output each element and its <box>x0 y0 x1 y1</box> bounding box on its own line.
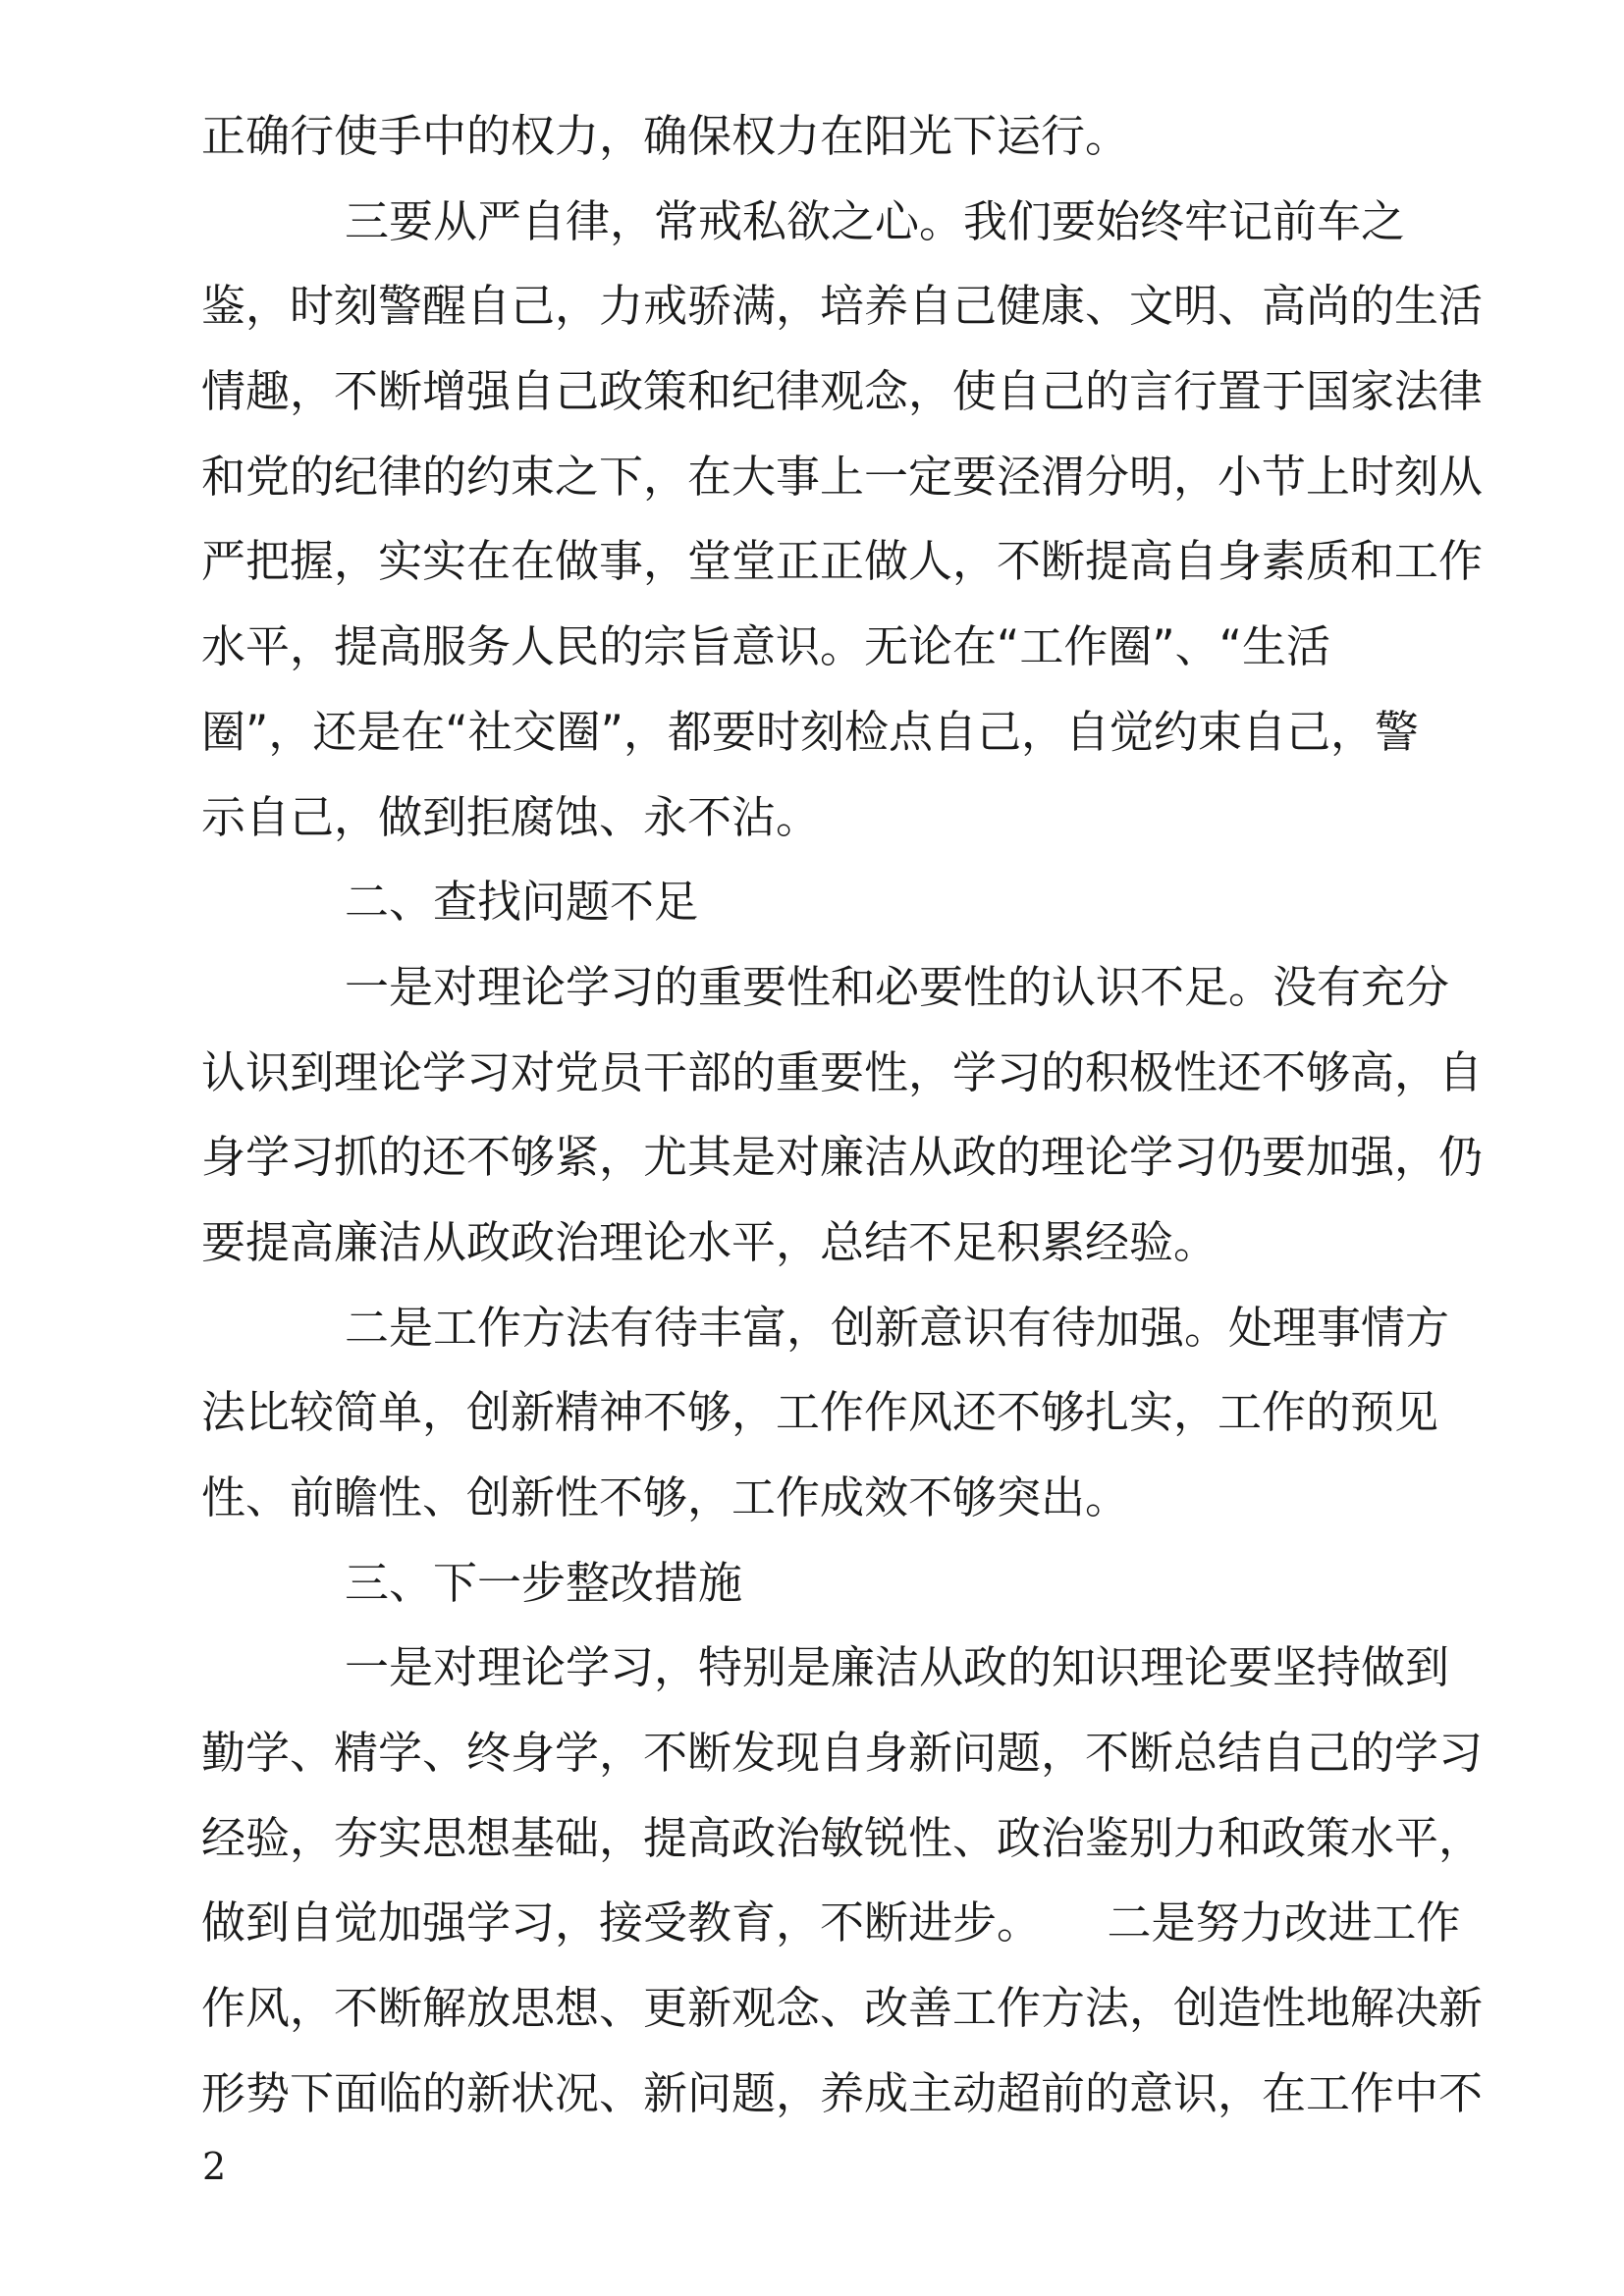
text-line: 性、前瞻性、创新性不够，工作成效不够突出。 <box>201 1471 1130 1523</box>
text-line: 情趣，不断增强自己政策和纪律观念，使自己的言行置于国家法律 <box>201 365 1484 418</box>
text-line: 勤学、精学、终身学，不断发现自身新问题，不断总结自己的学习 <box>201 1727 1484 1780</box>
text-line: 二是工作方法有待丰富，创新意识有待加强。处理事情方 <box>345 1301 1450 1354</box>
text-line: 水平，提高服务人民的宗旨意识。无论在“工作圈”、“生活 <box>201 620 1330 673</box>
text-line: 鉴，时刻警醒自己，力戒骄满，培养自己健康、文明、高尚的生活 <box>201 280 1484 333</box>
text-line: 三、下一步整改措施 <box>345 1556 743 1609</box>
text-line: 三要从严自律，常戒私欲之心。我们要始终牢记前车之 <box>345 194 1406 247</box>
text-line: 形势下面临的新状况、新问题，养成主动超前的意识，在工作中不 <box>201 2066 1484 2119</box>
text-line: 作风，不断解放思想、更新观念、改善工作方法，创造性地解决新 <box>201 1982 1484 2035</box>
text-line: 一是对理论学习的重要性和必要性的认识不足。没有充分 <box>345 960 1450 1013</box>
text-line: 身学习抓的还不够紧，尤其是对廉洁从政的理论学习仍要加强，仍 <box>201 1131 1484 1184</box>
body-text <box>201 94 1484 2137</box>
text-line: 认识到理论学习对党员干部的重要性，学习的积极性还不够高，自 <box>201 1045 1484 1098</box>
text-line: 示自己，做到拒腐蚀、永不沾。 <box>201 790 821 843</box>
page-number: 2 <box>202 2145 227 2188</box>
text-line: 正确行使手中的权力，确保权力在阳光下运行。 <box>201 110 1130 162</box>
text-line: 一是对理论学习，特别是廉洁从政的知识理论要坚持做到 <box>345 1641 1450 1694</box>
text-line: 和党的纪律的约束之下，在大事上一定要泾渭分明，小节上时刻从 <box>201 450 1484 503</box>
text-line: 要提高廉洁从政政治理论水平，总结不足积累经验。 <box>201 1215 1218 1268</box>
text-line: 严把握，实实在在做事，堂堂正正做人，不断提高自身素质和工作 <box>201 535 1484 588</box>
text-line: 经验，夯实思想基础，提高政治敏锐性、政治鉴别力和政策水平， <box>201 1811 1484 1864</box>
text-line: 二、查找问题不足 <box>345 876 699 929</box>
text-line: 法比较简单，创新精神不够，工作作风还不够扎实，工作的预见 <box>201 1386 1439 1439</box>
text-line: 做到自觉加强学习，接受教育，不断进步。 二是努力改进工作 <box>201 1896 1461 1949</box>
text-line: 圈”，还是在“社交圈”，都要时刻检点自己，自觉约束自己，警 <box>201 705 1419 758</box>
